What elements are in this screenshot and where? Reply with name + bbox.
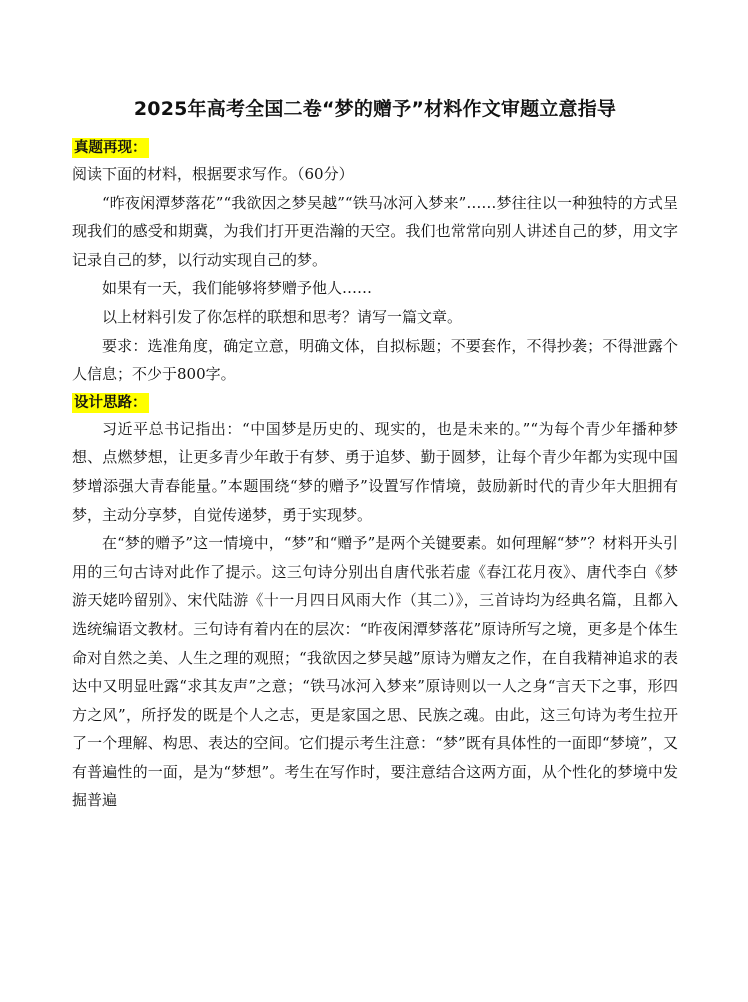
document-page (72, 96, 678, 815)
document-title: 2025年高考全国二卷“梦的赠予”材料作文审题立意指导 (133, 98, 617, 120)
material-paragraph-3: 以上材料引发了你怎样的联想和思考？请写一篇文章。 (102, 307, 463, 326)
section-label-real-question: 真题再现： (74, 140, 147, 156)
material-paragraph-1: “昨夜闲潭梦落花”“我欲因之梦吴越”“铁马冰河入梦来”……梦往往以一种独特的方式呈现我们的感受和期冀，为我们打开更浩瀚的天空。我们也常常向别人讲述自己的梦，用文字记录自己的梦，以行动实现自己的梦。 (72, 193, 678, 269)
material-paragraph-2: 如果有一天，我们能够将梦赠予他人…… (102, 279, 373, 298)
requirements-paragraph: 要求：选准角度，确定立意，明确文体，自拟标题；不要套作，不得抄袭；不得泄露个人信息；不少于800字。 (72, 336, 678, 384)
section-real-question (72, 134, 678, 160)
section-label-design-ideas: 设计思路： (74, 394, 147, 411)
section-design-ideas (72, 389, 678, 415)
design-paragraph-2: 在“梦的赠予”这一情境中，“梦”和“赠予”是两个关键要素。如何理解“梦”？材料开头引用的三句古诗对此作了提示。这三句诗分别出自唐代张若虚《春江花月夜》、唐代李白《梦游天姥吟留别》、宋代陆游《十一月四日风雨大作（其二）》，三首诗均为经典名篇，且都入选统编语文教材。三句诗有着内在的层次：“昨夜闲潭梦落花”原诗所写之境，更多是个体生命对自然之美、人生之理的观照；“我欲因之梦吴越”原诗为赠友之作，在自我精神追求的表达中又明显吐露“求其友声”之意；“铁马冰河入梦来”原诗则以一人之身“言天下之事，形四方之风”，所抒发的既是个人之志，更是家国之思、民族之魂。由此，这三句诗为考生拉开了一个理解、构思、表达的空间。它们提示考生注意：“梦”既有具体性的一面即“梦境”，又有普遍性的一面，是为“梦想”。考生在写作时，要注意结合这两方面，从个性化的梦境中发掘普遍 (72, 534, 678, 810)
design-paragraph-1: 习近平总书记指出：“中国梦是历史的、现实的，也是未来的。”“为每个青少年播种梦想、点燃梦想，让更多青少年敢于有梦、勇于追梦、勤于圆梦，让每个青少年都为实现中国梦增添强大青春能量。”本题围绕“梦的赠予”设置写作情境，鼓励新时代的青少年大胆拥有梦，主动分享梦，自觉传递梦，勇于实现梦。 (72, 419, 678, 524)
question-intro: 阅读下面的材料，根据要求写作。（60分） (72, 165, 354, 183)
